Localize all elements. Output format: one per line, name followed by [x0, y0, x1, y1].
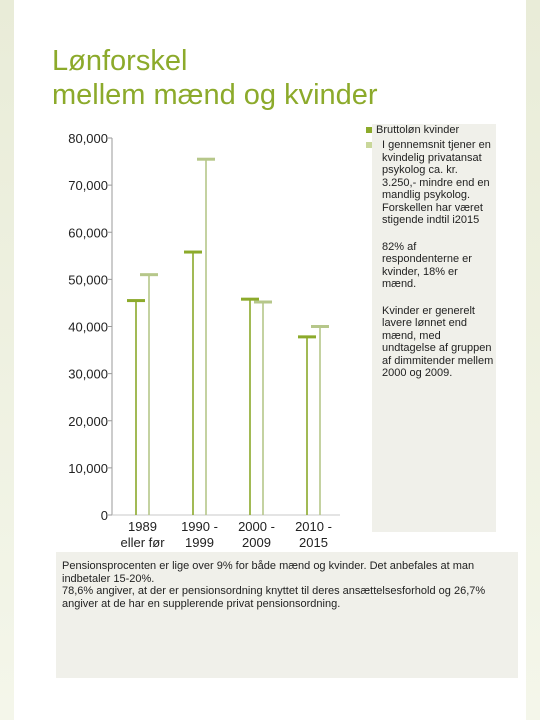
pension-paragraph-2: 78,6% angiver, at der er pensionsordning knyttet til deres ansættelsesforhold og 26,7% angiver at de har en supplerende privat pensionsordning. [62, 585, 486, 610]
bar-cap [311, 325, 329, 328]
x-category-label: eller før [120, 535, 165, 550]
note-paragraph-2: 82% af respondenterne er kvinder, 18% er mænd. [382, 240, 472, 290]
bar-cap [241, 298, 259, 301]
bar [306, 337, 308, 515]
bar-cap [184, 251, 202, 254]
title-line-2: mellem mænd og kvinder [52, 79, 378, 111]
legend-swatch-2 [366, 142, 372, 148]
note-paragraph-1: I gennemsnit tjener en kvindelig privatansat psykolog ca. kr. 3.250,- mindre end en mandlig psykolog. Forskellen har været stigende indtil i2015 [382, 139, 491, 226]
legend-item-2 [366, 139, 376, 151]
y-tick-label: 30,000 [68, 366, 108, 382]
bar-cap [254, 300, 272, 303]
notes-text [382, 139, 494, 394]
y-tick-label: 20,000 [68, 413, 108, 429]
bar [148, 275, 150, 515]
y-tick-label: 70,000 [68, 178, 108, 194]
y-tick-label: 80,000 [68, 131, 108, 146]
x-category-label: 1989 [128, 519, 157, 534]
y-tick-label: 40,000 [68, 319, 108, 335]
y-tick-label: 60,000 [68, 225, 108, 241]
pension-text [62, 560, 518, 610]
bar-cap [127, 299, 145, 302]
bar [205, 159, 207, 515]
x-category-label: 2010 - [295, 519, 332, 534]
bar-cap [140, 273, 158, 276]
y-tick-label: 0 [100, 508, 108, 523]
bar [135, 301, 137, 515]
x-category-label: 2009 [242, 535, 271, 550]
x-category-label: 1990 - [181, 519, 218, 534]
right-decor-bar [526, 0, 540, 720]
bar [262, 302, 264, 515]
x-category-label: 1999 [185, 535, 214, 550]
bar-cap [197, 158, 215, 161]
x-category-label: 2015 [299, 535, 328, 550]
legend-label-1: Bruttoløn kvinder [376, 124, 460, 136]
bar [319, 327, 321, 516]
bar-cap [298, 335, 316, 338]
bar [249, 299, 251, 515]
y-tick-label: 50,000 [68, 272, 108, 288]
x-category-label: 2000 - [238, 519, 275, 534]
y-tick-label: 10,000 [68, 460, 108, 476]
note-paragraph-3: Kvinder er generelt lavere lønnet end mænd, med undtagelse af gruppen af dimmitender mellem 2000 og 2009. [382, 304, 494, 379]
title-line-1: Lønforskel [52, 45, 188, 77]
bar [192, 252, 194, 515]
legend-item-1 [366, 124, 459, 136]
legend-swatch-1 [366, 127, 372, 133]
pension-paragraph-1: Pensionsprocenten er lige over 9% for både mænd og kvinder. Det anbefales at man indbetaler 15-20%. [62, 560, 475, 585]
